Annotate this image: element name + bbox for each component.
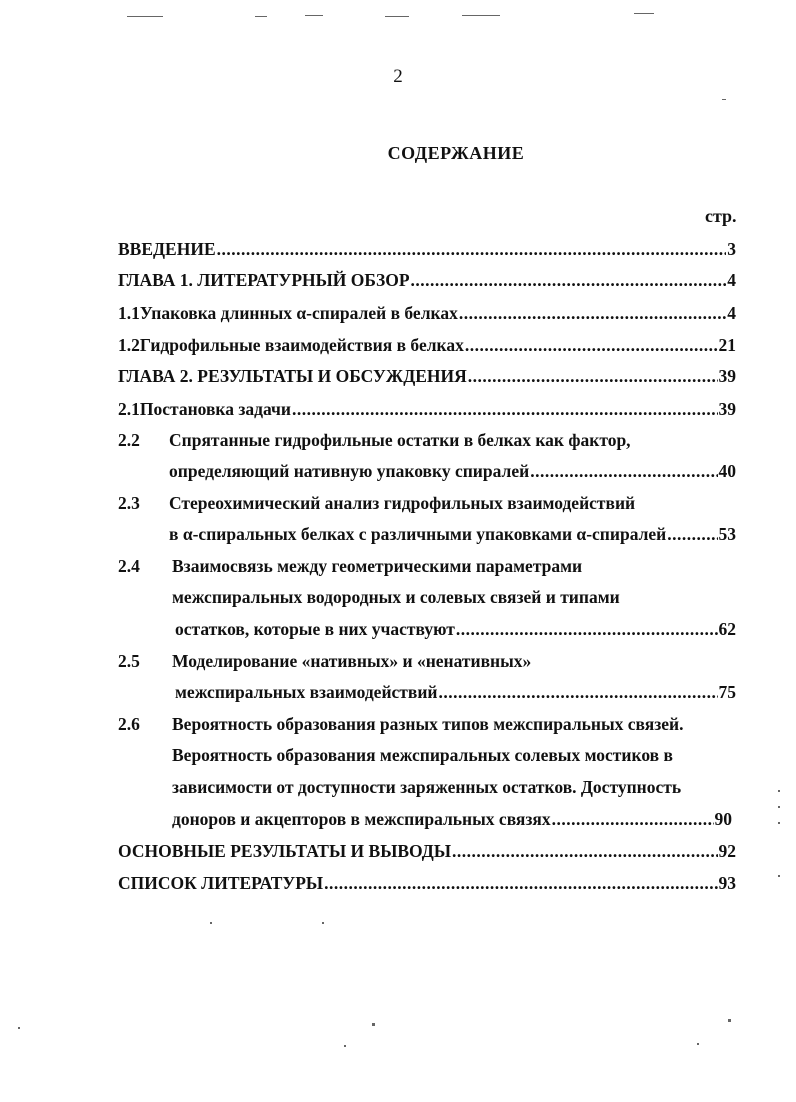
toc-entry-2-5-line-2	[175, 679, 736, 705]
dot-leader	[411, 267, 727, 293]
toc-entry-title: Взаимосвязь между геометрическими параметрами	[172, 556, 583, 576]
dot-leader	[452, 838, 717, 864]
toc-entry-title-continued: определяющий нативную упаковку спиралей	[169, 461, 530, 481]
toc-entry-2-3-line-2	[169, 521, 736, 547]
toc-entry-page: 93	[718, 873, 736, 893]
dot-leader	[552, 806, 714, 832]
page-column-label: стр.	[705, 206, 737, 226]
section-number: 2.2	[118, 430, 140, 450]
scan-artifact	[697, 1043, 699, 1045]
toc-entry-references	[118, 870, 736, 896]
dot-leader	[459, 300, 726, 326]
dot-leader	[530, 458, 717, 484]
toc-entry-title-continued: остатков, которые в них участвуют	[175, 619, 455, 639]
section-number: 2.3	[118, 493, 140, 513]
scan-artifact	[722, 99, 726, 100]
scan-artifact	[778, 790, 780, 792]
toc-entry-page: 90	[714, 809, 732, 829]
toc-entry-2-4-line-1	[118, 553, 698, 579]
toc-entry-2-4-line-2	[172, 584, 732, 610]
toc-entry-2-2-line-2	[169, 458, 736, 484]
dot-leader	[465, 332, 718, 358]
toc-entry-chapter-1	[118, 267, 736, 293]
toc-entry-2-4-line-3	[175, 616, 736, 642]
section-number: 2.1	[118, 399, 140, 419]
dot-leader	[456, 616, 718, 642]
scan-artifact	[18, 1027, 20, 1029]
dot-leader	[667, 521, 717, 547]
scan-artifact	[344, 1045, 346, 1047]
toc-entry-title-continued: Вероятность образования межспиральных солевых мостиков в	[172, 745, 673, 765]
toc-entry-title: Спрятанные гидрофильные остатки в белках как фактор,	[169, 430, 631, 450]
section-number: 1.1	[118, 303, 140, 323]
toc-entry-1-2	[118, 332, 736, 358]
section-number: 2.4	[118, 556, 140, 576]
toc-entry-title: Упаковка длинных α-спиралей в белках	[139, 303, 458, 323]
dot-leader	[292, 396, 718, 422]
toc-entry-title: ГЛАВА 2. РЕЗУЛЬТАТЫ И ОБСУЖДЕНИЯ	[118, 366, 467, 386]
toc-entry-page: 92	[718, 841, 736, 861]
section-number: 2.6	[118, 714, 140, 734]
toc-entry-page: 4	[727, 303, 736, 323]
page-title: СОДЕРЖАНИЕ	[387, 143, 525, 163]
toc-entry-title-continued: доноров и акцепторов в межспиральных связях	[172, 809, 551, 829]
scan-artifact	[255, 16, 267, 17]
scan-artifact	[778, 875, 780, 877]
dot-leader	[439, 679, 718, 705]
toc-entry-page: 53	[718, 524, 736, 544]
toc-entry-title: Гидрофильные взаимодействия в белках	[139, 335, 464, 355]
toc-entry-2-1	[118, 396, 736, 422]
toc-entry-title-continued: в α-спиральных белках с различными упаковками α-спиралей	[169, 524, 667, 544]
toc-entry-page: 62	[718, 619, 736, 639]
toc-entry-title-continued: зависимости от доступности заряженных остатков. Доступность	[172, 777, 682, 797]
scan-artifact	[372, 1023, 375, 1026]
scan-artifact	[778, 806, 780, 808]
toc-entry-2-6-line-3	[172, 774, 738, 800]
toc-entry-title: ОСНОВНЫЕ РЕЗУЛЬТАТЫ И ВЫВОДЫ	[118, 841, 452, 861]
scan-artifact	[778, 822, 780, 824]
toc-entry-title: Вероятность образования разных типов межспиральных связей.	[172, 714, 684, 734]
toc-entry-title: ВВЕДЕНИЕ	[118, 239, 216, 259]
toc-entry-2-3-line-1	[118, 490, 698, 516]
toc-entry-1-1	[118, 300, 736, 326]
toc-entry-title: СПИСОК ЛИТЕРАТУРЫ	[118, 873, 324, 893]
toc-entry-page: 3	[727, 239, 736, 259]
toc-entry-2-5-line-1	[118, 648, 678, 674]
dot-leader	[324, 870, 717, 896]
toc-entry-2-6-line-2	[172, 742, 738, 768]
scan-artifact	[305, 15, 323, 16]
toc-entry-page: 4	[727, 270, 736, 290]
toc-entry-intro	[118, 236, 736, 262]
toc-entry-page: 39	[718, 366, 736, 386]
toc-entry-2-6-line-4	[172, 806, 732, 832]
section-number: 2.5	[118, 651, 140, 671]
toc-entry-page: 39	[718, 399, 736, 419]
toc-entry-title-continued: межспиральных взаимодействий	[175, 682, 438, 702]
toc-entry-2-6-line-1	[118, 711, 738, 737]
scan-artifact	[634, 13, 654, 14]
page-number: 2	[393, 66, 403, 87]
scan-artifact	[385, 16, 409, 17]
toc-entry-page: 21	[718, 335, 736, 355]
dot-leader	[217, 236, 727, 262]
toc-entry-title: ГЛАВА 1. ЛИТЕРАТУРНЫЙ ОБЗОР	[118, 270, 410, 290]
scan-artifact	[322, 922, 324, 924]
scan-artifact	[728, 1019, 731, 1022]
toc-entry-page: 40	[718, 461, 736, 481]
toc-entry-results	[118, 838, 736, 864]
toc-entry-title: Моделирование «нативных» и «ненативных»	[172, 651, 532, 671]
toc-entry-page: 75	[718, 682, 736, 702]
toc-entry-2-2-line-1	[118, 427, 678, 453]
section-number: 1.2	[118, 335, 140, 355]
scan-artifact	[210, 922, 212, 924]
toc-entry-chapter-2	[118, 363, 736, 389]
scan-artifact	[127, 16, 163, 17]
dot-leader	[468, 363, 718, 389]
scan-artifact	[462, 15, 500, 16]
toc-entry-title: Постановка задачи	[139, 399, 291, 419]
toc-entry-title: Стереохимический анализ гидрофильных взаимодействий	[169, 493, 636, 513]
toc-entry-title-continued: межспиральных водородных и солевых связей и типами	[172, 587, 620, 607]
